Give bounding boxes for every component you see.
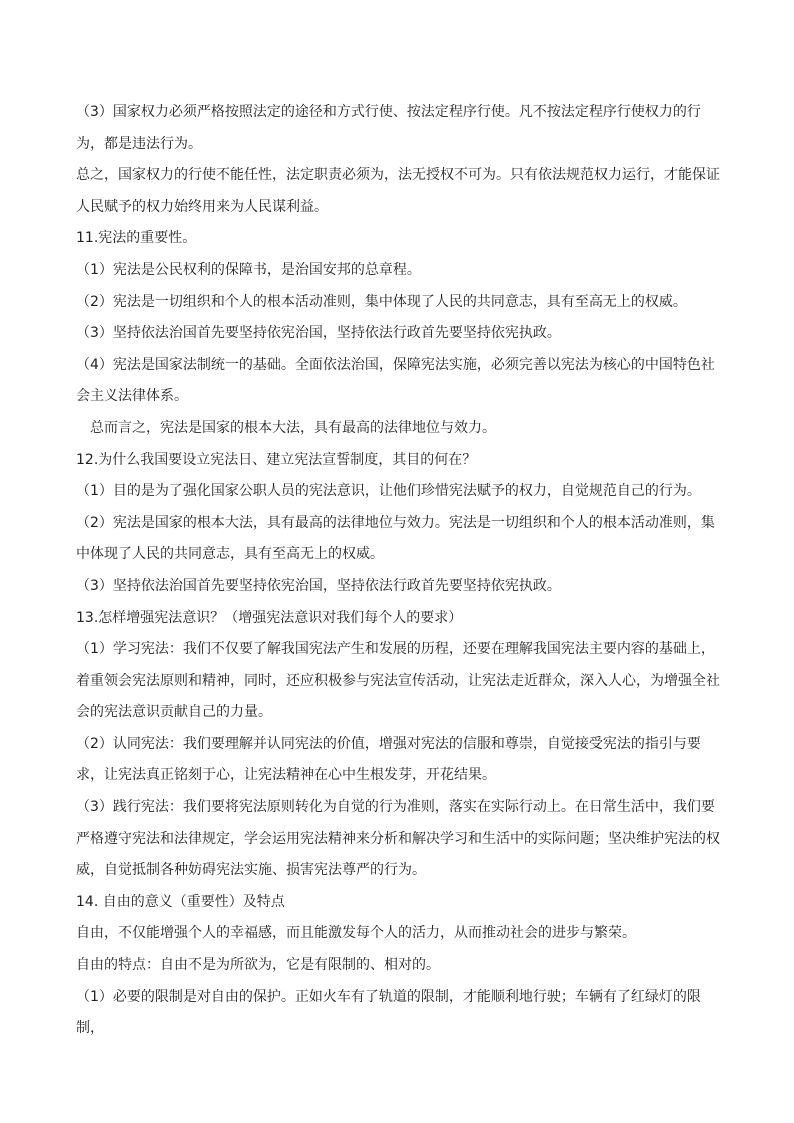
heading-12-constitution-day: 12.为什么我国要设立宪法日、建立宪法宣誓制度，其目的何在？ xyxy=(76,451,477,468)
list-item-12-3: （3）坚持依法治国首先要坚持依宪治国，坚持依法行政首先要坚持依宪执政。 xyxy=(76,577,561,594)
list-item-11-1: （1）宪法是公民权利的保障书，是治国安邦的总章程。 xyxy=(76,261,421,278)
list-item-11-3: （3）坚持依法治国首先要坚持依宪治国，坚持依法行政首先要坚持依宪执政。 xyxy=(76,325,561,342)
heading-13-constitution-awareness: 13.怎样增强宪法意识？（增强宪法意识对我们每个人的要求） xyxy=(76,609,463,626)
paragraph-power-procedure: （3）国家权力必须严格按照法定的途径和方式行使、按法定程序行使。凡不按法定程序行使权力的行为，都是违法行为。 xyxy=(76,104,701,152)
list-item-12-2: （2）宪法是国家的根本大法，具有最高的法律地位与效力。宪法是一切组织和个人的根本活动准则，集中体现了人民的共同意志，具有至高无上的权威。 xyxy=(76,514,715,563)
heading-14-freedom: 14. 自由的意义（重要性）及特点 xyxy=(76,893,285,910)
document-body xyxy=(76,97,724,1045)
paragraph-freedom-features: 自由的特点：自由不是为所欲为，它是有限制的、相对的。 xyxy=(76,957,440,974)
list-item-11-4: （4）宪法是国家法制统一的基础。全面依法治国，保障宪法实施，必须完善以宪法为核心的中国特色社会主义法律体系。 xyxy=(76,356,715,405)
paragraph-11-summary: 总而言之，宪法是国家的根本大法，具有最高的法律地位与效力。 xyxy=(90,419,496,436)
heading-11-constitution-importance: 11.宪法的重要性。 xyxy=(76,230,197,247)
list-item-12-1: （1）目的是为了强化国家公职人员的宪法意识，让他们珍惜宪法赋予的权力，自觉规范自己的行为。 xyxy=(76,483,701,500)
list-item-13-1: （1）学习宪法：我们不仅要了解我国宪法产生和发展的历程，还要在理解我国宪法主要内容的基础上，着重领会宪法原则和精神，同时，还应积极参与宪法宣传活动，让宪法走近群众，深入人心，为增强全社会的宪法意识贡献自己的力量。 xyxy=(76,641,720,721)
list-item-13-3: （3）践行宪法：我们要将宪法原则转化为自觉的行为准则，落实在实际行动上。在日常生活中，我们要严格遵守宪法和法律规定，学会运用宪法精神来分析和解决学习和生活中的实际问题；坚决维护宪法的权威，自觉抵制各种妨碍宪法实施、损害宪法尊严的行为。 xyxy=(76,799,720,879)
paragraph-freedom-meaning: 自由，不仅能增强个人的幸福感，而且能激发每个人的活力，从而推动社会的进步与繁荣。 xyxy=(76,925,636,942)
list-item-14-1: （1）必要的限制是对自由的保护。正如火车有了轨道的限制，才能顺利地行驶；车辆有了红绿灯的限制， xyxy=(76,988,701,1037)
list-item-13-2: （2）认同宪法：我们要理解并认同宪法的价值，增强对宪法的信服和尊崇，自觉接受宪法的指引与要求，让宪法真正铭刻于心，让宪法精神在心中生根发芽，开花结果。 xyxy=(76,735,701,784)
paragraph-power-summary: 总之，国家权力的行使不能任性，法定职责必须为，法无授权不可为。只有依法规范权力运行，才能保证人民赋予的权力始终用来为人民谋利益。 xyxy=(76,167,720,215)
list-item-11-2: （2）宪法是一切组织和个人的根本活动准则，集中体现了人民的共同意志，具有至高无上的权威。 xyxy=(76,293,687,310)
